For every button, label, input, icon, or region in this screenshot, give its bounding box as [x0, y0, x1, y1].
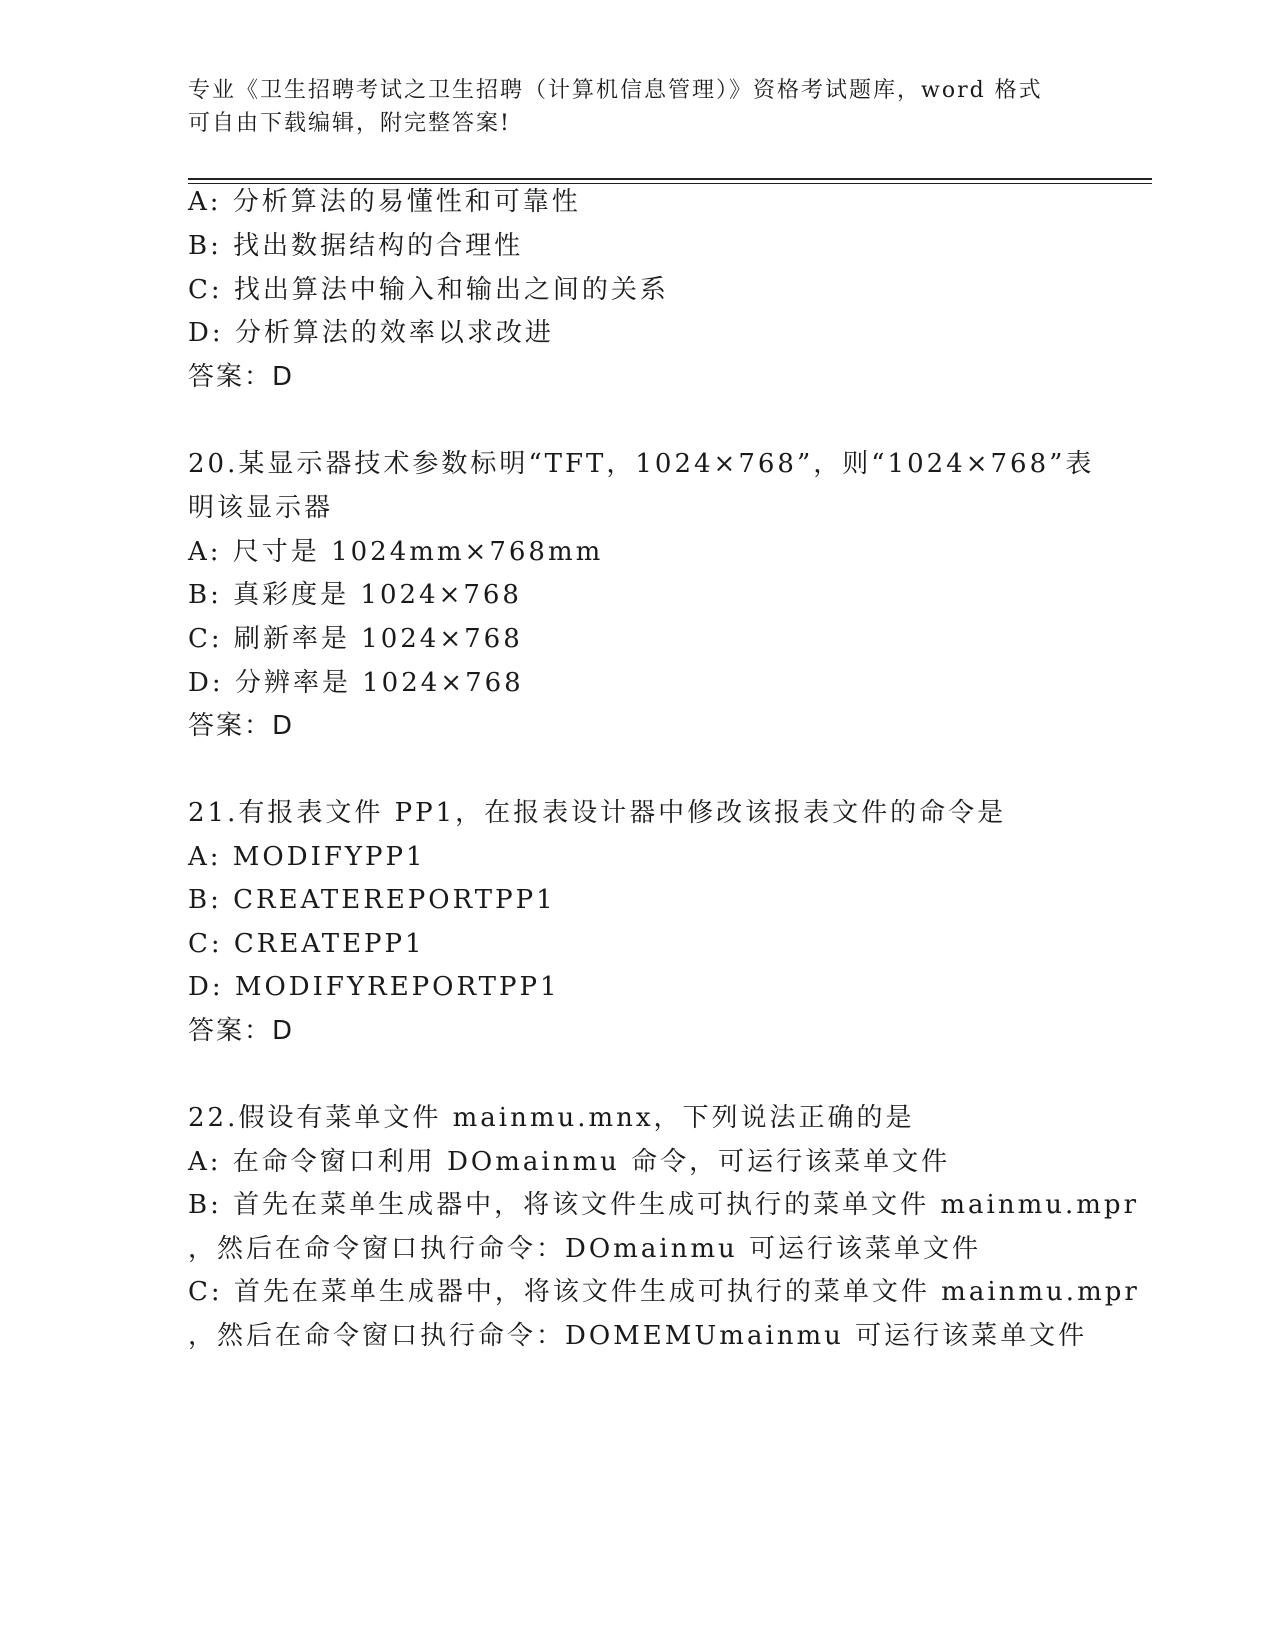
header-divider-thin: [188, 183, 1152, 184]
q19-option-b: B: 找出数据结构的合理性: [188, 231, 524, 261]
q21-answer: 答案：D: [188, 1016, 295, 1046]
q22-option-c-line-1: C: 首先在菜单生成器中，将该文件生成可执行的菜单文件 mainmu.mpr: [188, 1277, 1140, 1307]
q20-option-a: A: 尺寸是 1024mm×768mm: [188, 537, 604, 567]
q20-option-c: C: 刷新率是 1024×768: [188, 624, 523, 654]
header-line-2: 可自由下载编辑，附完整答案!: [188, 111, 511, 136]
q20-option-b: B: 真彩度是 1024×768: [188, 580, 522, 610]
q22-option-b-line-1: B: 首先在菜单生成器中，将该文件生成可执行的菜单文件 mainmu.mpr: [188, 1190, 1140, 1220]
header-line-1: 专业《卫生招聘考试之卫生招聘（计算机信息管理）》资格考试题库，word 格式: [188, 78, 1043, 103]
q20-stem-line-2: 明该显示器: [188, 493, 334, 523]
q19-option-a: A: 分析算法的易懂性和可靠性: [188, 187, 581, 217]
q21-option-a: A: MODIFYPP1: [188, 842, 426, 872]
document-header: [188, 74, 1088, 140]
q21-stem: 21.有报表文件 PP1，在报表设计器中修改该报表文件的命令是: [188, 798, 1007, 828]
q22-stem: 22.假设有菜单文件 mainmu.mnx，下列说法正确的是: [188, 1103, 915, 1133]
q19-option-d: D: 分析算法的效率以求改进: [188, 318, 554, 348]
q19-answer: 答案：D: [188, 362, 295, 392]
q21-option-c: C: CREATEPP1: [188, 929, 425, 959]
q20-answer: 答案：D: [188, 711, 295, 741]
q21-option-b: B: CREATEREPORTPP1: [188, 885, 556, 915]
q20-option-d: D: 分辨率是 1024×768: [188, 668, 524, 698]
q21-option-d: D: MODIFYREPORTPP1: [188, 972, 560, 1002]
q20-stem-line-1: 20.某显示器技术参数标明“TFT，1024×768”，则“1024×768”表: [188, 449, 1095, 479]
q22-option-c-line-2: ，然后在命令窗口执行命令：DOMEMUmainmu 可运行该菜单文件: [188, 1321, 1088, 1351]
header-divider-thick: [188, 178, 1152, 180]
q22-option-a: A: 在命令窗口利用 DOmainmu 命令，可运行该菜单文件: [188, 1147, 951, 1177]
q22-option-b-line-2: ，然后在命令窗口执行命令：DOmainmu 可运行该菜单文件: [188, 1234, 982, 1264]
q19-option-c: C: 找出算法中输入和输出之间的关系: [188, 275, 669, 305]
